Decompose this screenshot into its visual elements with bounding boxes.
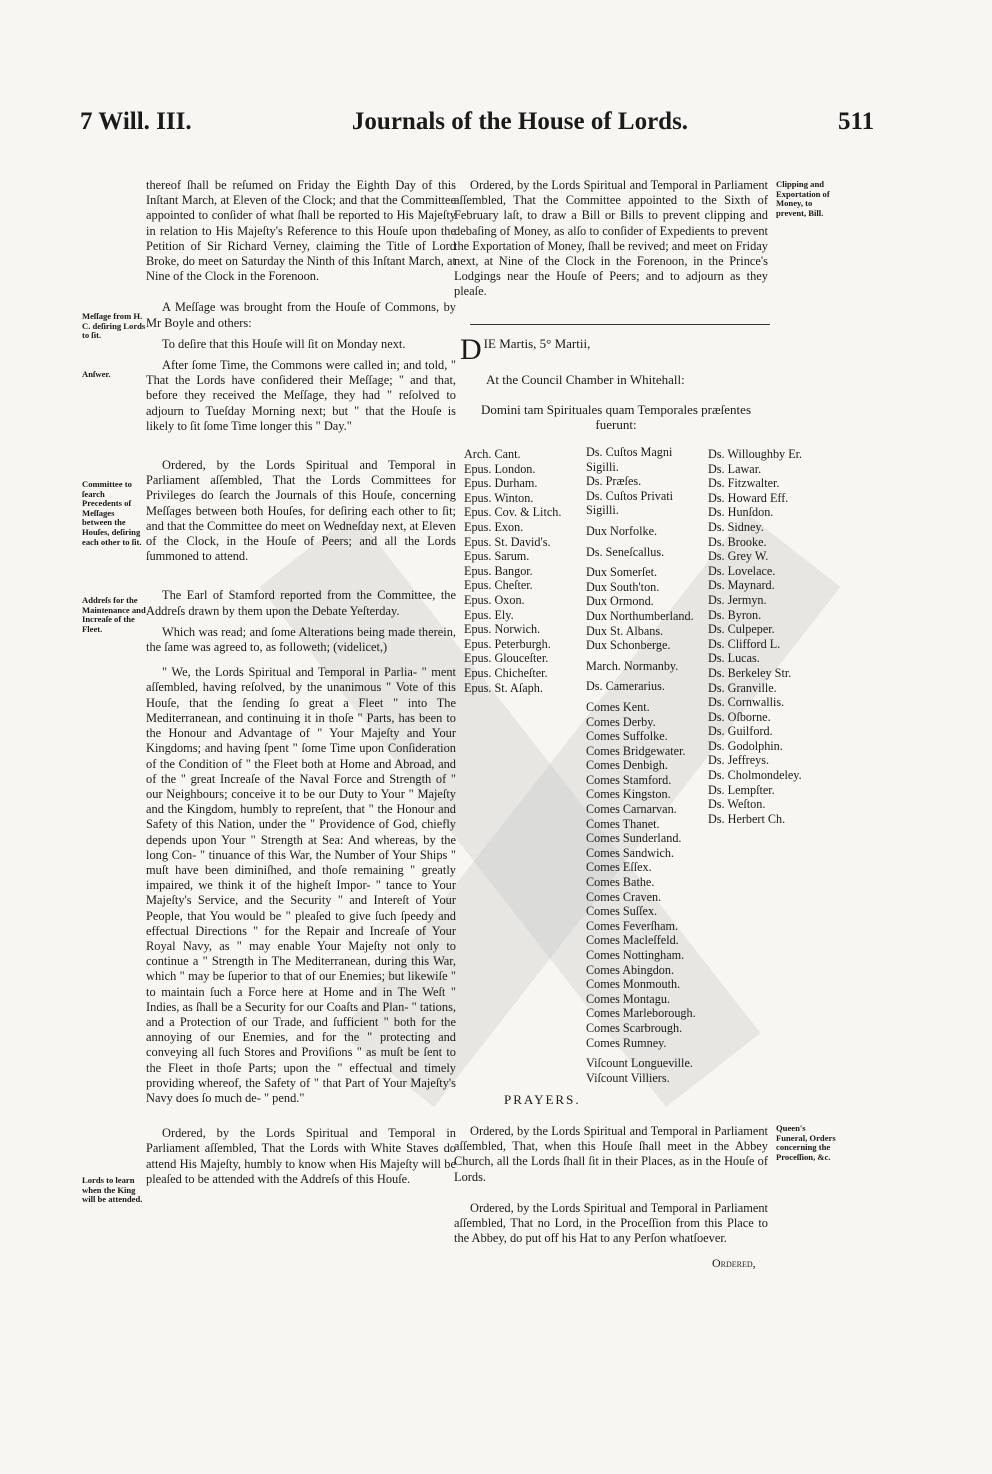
list-item-bishop: Epus. Cheſter. [464,578,533,593]
list-item-earl: Comes Nottingham. [586,948,685,962]
list-item-marquess: March. Normanby. [586,658,679,673]
right-column-top [454,178,768,310]
list-item-bishop: Epus. Glouceſter. [464,651,549,666]
list-item-bishop: Epus. Bangor. [464,563,533,578]
paragraph-order-white-staves: Ordered, by the Lords Spiritual and Temporal in Parliament aſſembled, That the Lords with White Staves do attend His Majeſty, humbly to know when His Majeſty will be pleaſed to be attended with the Addreſs of this Houſe. [146,1126,456,1186]
prayers-heading: PRAYERS. [504,1092,581,1107]
list-item-bishop: Epus. Cov. & Litch. [464,505,562,520]
paragraph-resumed: thereof ſhall be reſumed on Friday the Eighth Day of this Inſtant March, at Eleven of the Clock; and that the Committee appointed to conſider of what ſhall be reported to His Majeſty in relation to His Majeſty's Reference to this Houſe upon the Petition of Sir Richard Verney, claiming the Title of Lord Broke, do meet on Saturday the Ninth of this Inſtant March, at Nine of the Clock in the Forenoon. [146,178,456,284]
list-item-bishop: Epus. Oxon. [464,592,525,607]
list-item-bishop: Epus. Exon. [464,519,524,534]
list-item-earl: Comes Bathe. [586,875,655,890]
list-officers-dukes-earls [586,445,696,1085]
section-divider [470,324,770,325]
margin-note-message: Meſſage from H. C. deſiring Lords to ſit. [82,311,146,341]
list-item-baron: Ds. Lovelace. [708,563,776,578]
list-item-baron: Ds. Willoughby Er. [708,447,803,461]
list-item-officer: Sigilli. [586,503,619,518]
list-item-baron: Ds. Sidney. [708,519,764,534]
list-item-baron: Ds. Brooke. [708,534,767,549]
list-item-baron: Ds. Lawar. [708,461,762,476]
list-item-duke: Dux Schonberge. [586,638,671,653]
margin-note-lords-attend: Lords to learn when the King will be attended. [82,1175,143,1205]
list-item-baron: Ds. Hunſdon. [708,505,774,520]
left-column [146,178,456,1197]
list-item-bishop: Epus. Sarum. [464,549,530,564]
list-item-earl: Comes Sandwich. [586,845,675,860]
list-item-baron: Ds. Herbert Ch. [708,811,786,826]
list-item-earl: Comes Marleborough. [586,1006,696,1021]
list-item-baron: Ds. Lucas. [708,651,760,666]
list-item-duke: Dux Norfolke. [586,523,658,538]
list-item-earl: Comes Craven. [586,889,662,904]
list-item-earl: Comes Montagu. [586,991,670,1006]
list-item-baron: Ds. Cornwallis. [708,695,785,710]
list-item-baron: Ds. Granville. [708,680,777,695]
paragraph-message: A Meſſage was brought from the Houſe of Commons, by Mr Boyle and others: [146,300,456,330]
list-item-baron: Ds. Grey W. [708,549,769,564]
paragraph-desire: To deſire that this Houſe will ſit on Monday next. [162,336,406,351]
list-item-bishop: Epus. Norwich. [464,622,541,637]
list-item-baron: Ds. Berkeley Str. [708,665,792,680]
list-item-bishop: Epus. St. David's. [464,534,551,549]
list-item-officer: Ds. Cuſtos Privati [586,488,674,503]
list-item-baron: Ds. Byron. [708,607,762,622]
list-item-earl: Comes Carnarvan. [586,802,677,817]
list-item-viscount: Viſcount Longueville. [586,1056,693,1071]
list-item-earl: Comes Scarbrough. [586,1020,683,1035]
list-item-baron: Ds. Cholmondeley. [708,768,802,783]
drop-cap: D [460,333,482,366]
header-regnal-year: 7 Will. III. [80,108,192,135]
list-item-earl: Comes Monmouth. [586,977,681,992]
list-item-earl: Comes Feverſham. [586,918,679,933]
list-item-duke: Dux South'ton. [586,579,660,594]
paragraph-abbey-order: Ordered, by the Lords Spiritual and Temporal in Parliament aſſembled, That, when this Houſe ſhall meet in the Abbey Church, all the Lords ſhall ſit in their Places, as in the Houſe of Lords. [454,1124,768,1184]
list-item-baron: Ds. Guilford. [708,724,773,739]
list-item-officer: Sigilli. [586,459,619,474]
list-barons [708,447,802,826]
margin-note-committee: Committee to ſearch Precedents of Meſſages between the Houſes, deſiring each other to ſit. [82,479,142,547]
list-item-bishop: Epus. London. [464,461,536,476]
list-item-earl: Comes Macleſfeld. [586,933,679,948]
list-bishops [464,447,561,695]
paragraph-procession-order: Ordered, by the Lords Spiritual and Temporal in Parliament aſſembled, That no Lord, in the Proceſſion from this Place to the Abbey, do put off his Hat to any Perſon whatſoever. [454,1200,768,1246]
list-item-earl: Comes Abingdon. [586,962,675,977]
margin-note-funeral: Queen's Funeral, Orders concerning the Proceſſion, &c. [776,1123,836,1162]
sitting-place: At the Council Chamber in Whitehall: [486,372,685,387]
list-item-earl: Comes Derby. [586,714,656,729]
list-item-bishop: Epus. Durham. [464,476,538,491]
list-item-earl: Comes Eſſex. [586,860,652,875]
list-item-earl: Comes Bridgewater. [586,743,686,758]
margin-note-address: Addreſs for the Maintenance and Increaſe of the Fleet. [82,595,146,634]
list-item-baron: Ds. Maynard. [708,578,775,593]
paragraph-report: The Earl of Stamford reported from the Committee, the Addreſs drawn by them upon the Debate Yeſterday. [146,588,456,618]
header-title: Journals of the House of Lords. [351,108,689,135]
list-item-earl: Comes Sunderland. [586,831,682,846]
list-item-bishop: Epus. St. Aſaph. [464,680,543,695]
list-item-bishop: Epus. Ely. [464,607,514,622]
list-item-baron: Ds. Clifford L. [708,636,781,651]
margin-note-clipping: Clipping and Exportation of Money, to prevent, Bill. [776,179,830,218]
list-item-baron: Ds. Lempſter. [708,782,775,797]
list-item-baron: Ds. Jeffreys. [708,753,770,768]
list-item-baron: Ds. Culpeper. [708,622,775,637]
paragraph-read: Which was read; and ſome Alterations being made therein, the ſame was agreed to, as followeth; (videlicet,) [146,624,456,655]
list-item-duke: Dux Ormond. [586,594,654,609]
list-item-bishop: Arch. Cant. [464,447,521,461]
right-column-bottom [454,1124,768,1256]
list-item-earl: Comes Rumney. [586,1035,667,1050]
list-item-baron: Ds. Fitzwalter. [708,476,780,491]
list-item-officer: Ds. Camerarius. [586,679,665,694]
list-item-officer: Ds. Seneſcallus. [586,544,665,559]
list-item-duke: Dux Northumberland. [586,608,694,623]
margin-note-answer: Anſwer. [82,369,111,379]
list-item-duke: Dux St. Albans. [586,623,664,638]
list-item-baron: Ds. Howard Eff. [708,490,789,505]
catchword: Ordered, [712,1256,756,1270]
paragraph-clipping-order: Ordered, by the Lords Spiritual and Temporal in Parliament aſſembled, That the Committee appointed to the Sixth of February laſt, to draw a Bill or Bills to prevent clipping and debaſing of Money, as alſo to conſider of Expedients to prevent the Exportation of Money, ſhall be revived; and meet on Friday next, at Nine of the Clock in the Forenoon, in the Prince's Lodgings near the Houſe of Peers; and to adjourn as they pleaſe. [454,178,768,299]
list-item-earl: Comes Suffolke. [586,729,668,744]
list-item-officer: Ds. Præſes. [586,474,642,489]
list-item-earl: Comes Thanet. [586,816,660,831]
list-item-viscount: Viſcount Villiers. [586,1070,670,1085]
list-item-earl: Comes Suſſex. [586,904,658,919]
paragraph-address-text: " We, the Lords Spiritual and Temporal in Parlia- " ment aſſembled, having reſolved, by the unanimous " Vote of this Houſe, that the ſending ſo great a Fleet " into The Mediterranean, and continuing it in thoſe " Parts, has been to the Honour and Advantage of " Your Majeſty and Your Kingdoms; and having ſpent " ſome Time upon Conſideration of the Condition of " the Fleet both at Home and Abroad, and of the " great Increaſe of the Naval Force and Strength of " our Neighbours; conceive it to be our Duty to Your " Majeſty and the Kingdom, humbly to repreſent, that " the Honour and Safety of this Nation, under the " Providence of God, chiefly depends upon Your " Strength at Sea: And whereas, by the long Con- " tinuance of this War, the Number of Your Ships " muſt have been diminiſhed, and thoſe remaining " greatly impaired, we think it of the higheſt Impor- " tance to Your Majeſty's Service, and the Security " and Intereſt of Your People, that You would be " pleaſed to give ſuch ſpeedy and effectual Directions " for the Repair and Increaſe of Your Royal Navy, as " may enable Your Majeſty not only to continue a " Strength in The Mediterranean, during this War, which " may be ſuperior to that of our Enemies; but likewiſe " to maintain ſuch a Force here at Home and in The Weſt " Indies, as ſhall be a Security for our Coaſts and Plan- " tations, and a Protection of our Trade, and ſufficient " both for the annoying of our Enemies, and for the " protecting and conveying all ſuch Stores and Proviſions " as muſt be ſent to the Fleet in thoſe Parts; upon the " effectual and timely providing whereof, the Safety of " that Part of Your Majeſty's Navy does ſo much de- " pend." [146,665,456,1105]
list-item-duke: Dux Somerſet. [586,565,658,580]
list-item-baron: Ds. Oſborne. [708,709,771,724]
list-item-earl: Comes Stamford. [586,772,672,787]
paragraph-order-committee: Ordered, by the Lords Spiritual and Temporal in Parliament aſſembled, That the Lords Committees for Privileges do ſearch the Journals of this Houſe, concerning Meſſages between both Houſes, for deſiring each other to ſit; and that the Committee do meet on Wedneſday next, at Eleven of the Clock, in the Houſe of Peers; and all the Lords ſummoned to attend. [146,458,456,564]
header-page-number: 511 [838,108,875,135]
list-item-officer: Ds. Cuſtos Magni [586,445,673,459]
list-item-earl: Comes Kingston. [586,787,671,802]
list-item-baron: Ds. Weſton. [708,797,766,812]
list-item-baron: Ds. Godolphin. [708,738,783,753]
list-item-bishop: Epus. Winton. [464,490,534,505]
list-item-bishop: Epus. Peterburgh. [464,636,551,651]
list-item-baron: Ds. Jermyn. [708,592,767,607]
attendance-heading: Domini tam Spirituales quam Temporales præſentes fuerunt: [481,402,751,432]
paragraph-answer: After ſome Time, the Commons were called in; and told, " That the Lords have conſidered their Meſſage; " and that, before they received the Meſſage, they had " reſolved to adjourn to Tueſday Morning next; but " that the Houſe is likely to ſit ſome Time longer this " Day." [146,358,456,433]
list-item-earl: Comes Kent. [586,699,650,714]
list-item-earl: Comes Denbigh. [586,758,668,773]
sitting-date [460,333,591,366]
sitting-date-text: IE Martis, 5° Martii, [483,336,591,351]
list-item-bishop: Epus. Chicheſter. [464,665,548,680]
